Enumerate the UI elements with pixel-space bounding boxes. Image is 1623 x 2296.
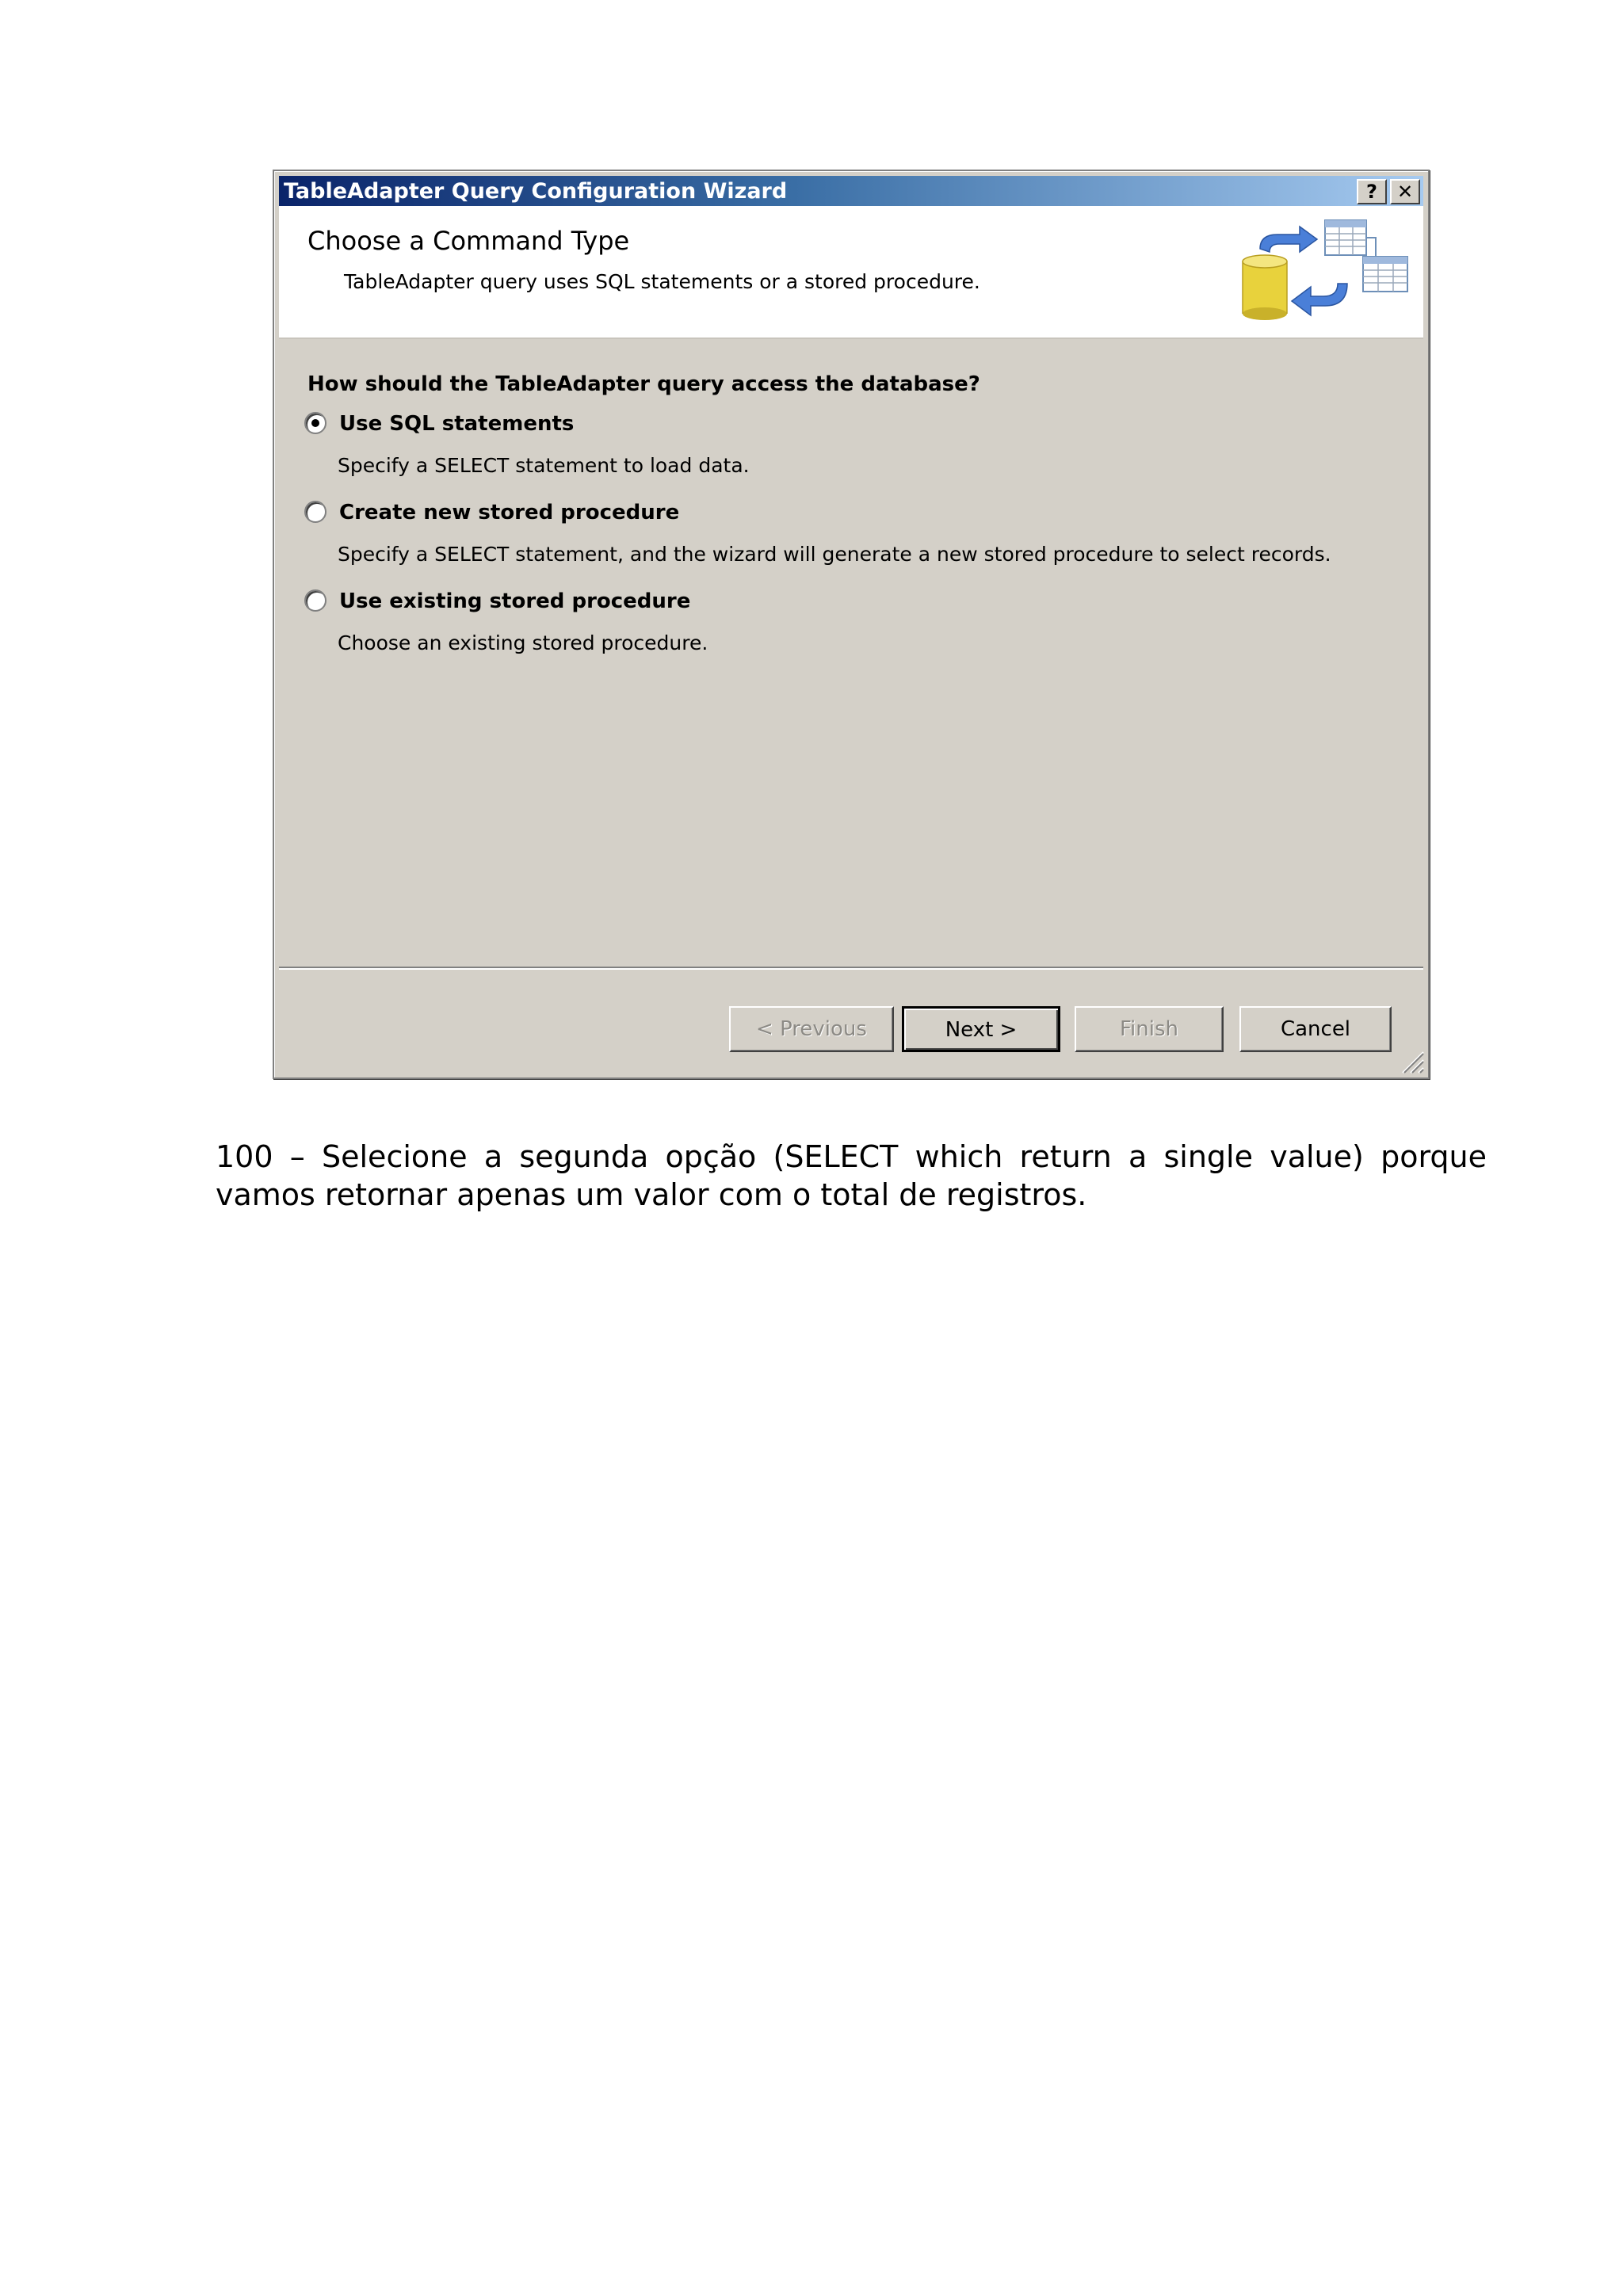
radio-button[interactable]: [304, 501, 327, 523]
option-label[interactable]: Use existing stored procedure: [339, 589, 691, 613]
finish-button[interactable]: Finish: [1075, 1006, 1224, 1052]
database-tables-icon: [1236, 217, 1412, 325]
page-subtitle: TableAdapter query uses SQL statements or a stored procedure.: [344, 270, 980, 293]
help-icon: ?: [1366, 181, 1377, 203]
radio-selected-dot: [311, 419, 319, 427]
close-icon: ✕: [1396, 181, 1414, 203]
option-description: Choose an existing stored procedure.: [338, 631, 708, 654]
previous-button[interactable]: < Previous: [729, 1006, 894, 1052]
title-bar[interactable]: [279, 176, 1423, 206]
close-button[interactable]: [1390, 179, 1420, 204]
option-description: Specify a SELECT statement to load data.: [338, 454, 750, 477]
option-description: Specify a SELECT statement, and the wizard will generate a new stored procedure to select records.: [338, 543, 1331, 566]
option-label[interactable]: Use SQL statements: [339, 412, 575, 436]
option-label[interactable]: Create new stored procedure: [339, 501, 680, 524]
resize-grip-icon[interactable]: [1396, 1046, 1425, 1074]
page-title: Choose a Command Type: [307, 226, 630, 256]
window-title: TableAdapter Query Configuration Wizard: [284, 179, 788, 204]
wizard-header: [279, 206, 1423, 339]
radio-button[interactable]: [304, 412, 327, 434]
access-question: How should the TableAdapter query access the database?: [307, 372, 980, 396]
radio-button[interactable]: [304, 589, 327, 612]
footer-divider: [279, 967, 1423, 970]
wizard-dialog: [273, 170, 1430, 1079]
document-paragraph: 100 – Selecione a segunda opção (SELECT which return a single value) porque vamos retornar apenas um valor com o total de registros.: [216, 1139, 1487, 1212]
cancel-button[interactable]: Cancel: [1239, 1006, 1392, 1052]
next-button[interactable]: Next >: [902, 1006, 1060, 1052]
help-button[interactable]: [1357, 179, 1387, 204]
